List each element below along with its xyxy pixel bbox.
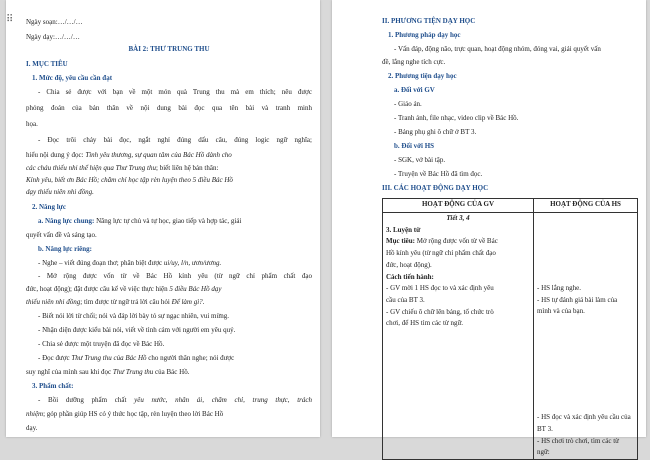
teacher-tools-heading: a. Đối với GV — [394, 86, 435, 94]
student-step: - HS tự đánh giá bài làm của — [537, 295, 618, 304]
drag-handle-icon[interactable]: ⠿ — [6, 14, 13, 25]
step-line: chơi, để HS tìm các từ ngữ. — [386, 319, 463, 328]
step-line: - GV chiếu ô chữ lên bảng, tổ chức trò — [386, 307, 494, 316]
paragraph-line: nhiệm; góp phần giúp HS có ý thức học tập, rèn luyện theo lời Bác Hồ — [26, 410, 224, 418]
list-item: - SGK, vở bài tập. — [394, 156, 446, 164]
paragraph-line: các cháu thiếu nhi thể hiện qua Thư Trung thu; biết liên hệ bản thân: — [26, 164, 219, 172]
paragraph-line: Kính yêu, biết ơn Bác Hồ; chăm chỉ học tập rèn luyện theo 5 điều Bác Hồ — [26, 176, 233, 184]
paragraph-line: - Biết nói lời từ chối; nói và đáp lời bày tỏ sự ngạc nhiên, vui mừng. — [38, 312, 230, 320]
paragraph-line: họa. — [26, 120, 38, 128]
document-page-right — [332, 0, 646, 457]
list-item: - Giáo án. — [394, 100, 422, 108]
teacher-activity-header: HOẠT ĐỘNG CỦA GV — [383, 199, 534, 213]
section-activities-heading: III. CÁC HOẠT ĐỘNG DẠY HỌC — [382, 184, 489, 192]
date-prepared: Ngày soạn:…/…/… — [26, 18, 83, 26]
objective-line: Hồ kính yêu (từ ngữ chỉ phẩm chất đạo — [386, 249, 496, 258]
student-step: ngữ: — [537, 448, 550, 457]
paragraph-line: a. Năng lực chung: Năng lực tự chủ và tự học, giao tiếp và hợp tác, giải — [38, 217, 242, 225]
subsection-requirements-heading: 1. Mức độ, yêu cầu cần đạt — [32, 74, 113, 82]
table-row — [383, 213, 638, 460]
paragraph-line: - Nhận diện được kiểu bài nói, viết về tình cảm với người em yêu quý. — [38, 326, 236, 334]
paragraph-line: - Nghe – viết đúng đoạn thơ; phân biệt được ui/uy, l/n, ươn/ương. — [38, 259, 222, 267]
table-header-row — [383, 199, 638, 213]
tools-heading: 2. Phương tiện dạy học — [388, 72, 457, 80]
procedure-label: Cách tiến hành: — [386, 272, 434, 281]
paragraph-line: - Đọc trôi chảy bài đọc, ngắt nghỉ đúng dấu câu, đúng logic ngữ nghĩa; — [38, 136, 312, 144]
date-taught: Ngày dạy:…/…/… — [26, 33, 80, 41]
student-step: - HS lắng nghe. — [537, 284, 581, 292]
student-activity-cell — [534, 213, 638, 460]
paragraph-line: - Bồi dưỡng phẩm chất yêu nước, nhân ái, chăm chỉ, trung thực, trách — [38, 396, 312, 404]
paragraph-line: quyết vấn đề và sáng tạo. — [26, 231, 97, 239]
paragraph-line: dạy thiếu niên nhi đồng. — [26, 188, 94, 196]
student-step: - HS đọc và xác định yêu cầu của — [537, 413, 631, 422]
paragraph-line: dạy. — [26, 424, 38, 432]
student-step: BT 3. — [537, 424, 553, 433]
paragraph-line: - Chia sẻ được một truyện đã đọc về Bác Hồ. — [38, 340, 165, 348]
methods-heading: 1. Phương pháp dạy học — [388, 31, 461, 39]
student-activity-header: HOẠT ĐỘNG CỦA HS — [534, 199, 638, 213]
step-line: - GV mời 1 HS đọc to và xác định yêu — [386, 284, 494, 293]
subsection-qualities-heading: 3. Phẩm chất: — [32, 382, 74, 390]
list-item: - Bảng phụ ghi ô chữ ở BT 3. — [394, 128, 477, 136]
step-line: cầu của BT 3. — [386, 295, 425, 304]
paragraph-line: hiểu nội dung ý đọc: Tình yêu thương, sự quan tâm của Bác Hồ dành cho — [26, 151, 232, 159]
activity-title: 3. Luyện từ — [386, 225, 421, 234]
activities-table — [382, 198, 638, 460]
paragraph-line: suy nghĩ của mình sau khi đọc Thư Trung thu của Bác Hồ. — [26, 368, 190, 376]
list-item: - Tranh ảnh, file nhạc, video clip về Bác Hồ. — [394, 114, 519, 122]
competency-specific-heading: b. Năng lực riêng: — [38, 245, 92, 253]
paragraph-line: thiếu niên nhi đồng; tìm được từ ngữ trả lời câu hỏi Để làm gì?. — [26, 298, 205, 306]
paragraph-line: - Đọc được Thư Trung thu của Bác Hồ cho người thân nghe; nói được — [38, 354, 235, 362]
subsection-competency-heading: 2. Năng lực — [32, 203, 66, 211]
document-page-left — [6, 0, 320, 437]
lesson-title: BÀI 2: THƯ TRUNG THU — [128, 45, 210, 53]
student-step: - HS chơi trò chơi, tìm các từ — [537, 436, 619, 445]
student-step: mình và của bạn. — [537, 307, 585, 316]
objective-line: Mục tiêu: Mở rộng được vốn từ về Bác — [386, 237, 498, 246]
paragraph-line: đề, lắng nghe tích cực. — [382, 58, 446, 66]
list-item: - Truyện về Bác Hồ đã tìm đọc. — [394, 170, 483, 178]
paragraph-line: - Vấn đáp, động não, trực quan, hoạt động nhóm, đóng vai, giải quyết vấn — [394, 45, 601, 53]
section-materials-heading: II. PHƯƠNG TIỆN DẠY HỌC — [382, 17, 476, 25]
teacher-activity-cell — [383, 213, 534, 460]
paragraph-line: - Chia sẻ được với bạn về một món quà Trung thu mà em thích; nêu được — [38, 88, 312, 96]
period-label: Tiết 3, 4 — [446, 214, 470, 222]
paragraph-line: phỏng đoán của bản thân về nội dung bài đọc qua tên bài và tranh minh — [26, 104, 312, 112]
section-objectives-heading: I. MỤC TIÊU — [26, 60, 68, 68]
paragraph-line: đức, hoạt động); đặt được câu kể về việc thực hiện 5 điều Bác Hồ dạy — [26, 285, 222, 293]
student-tools-heading: b. Đối với HS — [394, 142, 435, 150]
paragraph-line: - Mở rộng được vốn từ về Bác Hồ kính yêu (từ ngữ chỉ phẩm chất đạo — [38, 272, 312, 280]
objective-line: đức, hoạt động). — [386, 260, 432, 269]
